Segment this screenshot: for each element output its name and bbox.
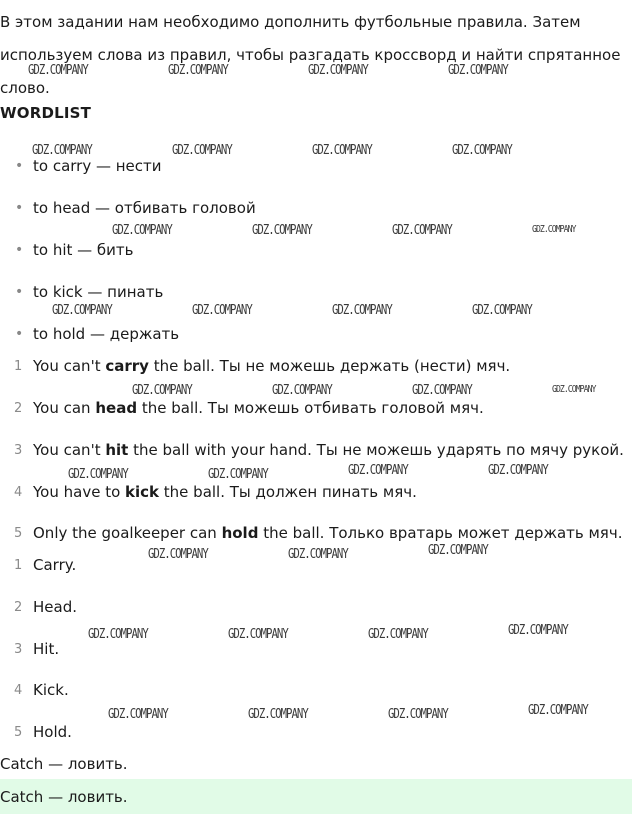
watermark: GDZ.COMPANY bbox=[452, 143, 512, 158]
watermark: GDZ.COMPANY bbox=[32, 143, 92, 158]
rule-keyword: head bbox=[95, 399, 138, 417]
crossword-text: Kick. bbox=[33, 681, 69, 699]
bullet-icon: • bbox=[15, 326, 24, 342]
watermark: GDZ.COMPANY bbox=[288, 547, 348, 562]
answer-text: Catch — ловить. bbox=[0, 788, 128, 806]
watermark: GDZ.COMPANY bbox=[192, 303, 252, 318]
rule-number: 2 bbox=[14, 401, 23, 416]
watermark: GDZ.COMPANY bbox=[172, 143, 232, 158]
bullet-icon: • bbox=[15, 242, 24, 258]
watermark: GDZ.COMPANY bbox=[428, 543, 488, 558]
crossword-text: Carry. bbox=[33, 556, 77, 574]
watermark: GDZ.COMPANY bbox=[148, 547, 208, 562]
bullet-icon: • bbox=[15, 284, 24, 300]
crossword-number: 2 bbox=[14, 600, 23, 615]
crossword-number: 5 bbox=[14, 725, 23, 740]
watermark: GDZ.COMPANY bbox=[208, 467, 268, 482]
watermark: GDZ.COMPANY bbox=[168, 63, 228, 78]
crossword-number: 3 bbox=[14, 642, 23, 657]
rule-number: 5 bbox=[14, 526, 23, 541]
rule-number: 1 bbox=[14, 359, 23, 374]
watermark: GDZ.COMPANY bbox=[448, 63, 508, 78]
crossword-text: Head. bbox=[33, 598, 77, 616]
watermark: GDZ.COMPANY bbox=[368, 627, 428, 642]
bullet-icon: • bbox=[15, 158, 24, 174]
rule-keyword: kick bbox=[125, 483, 160, 501]
watermark: GDZ.COMPANY bbox=[112, 223, 172, 238]
watermark: GDZ.COMPANY bbox=[508, 623, 568, 638]
watermark: GDZ.COMPANY bbox=[312, 143, 372, 158]
rule-number: 3 bbox=[14, 443, 23, 458]
watermark: GDZ.COMPANY bbox=[332, 303, 392, 318]
rule-text: You can't carry the ball. Ты не можешь держать (нести) мяч. bbox=[33, 357, 511, 375]
watermark: GDZ.COMPANY bbox=[388, 707, 448, 722]
crossword-number: 1 bbox=[14, 558, 23, 573]
wordlist-heading: WORDLIST bbox=[0, 104, 92, 122]
rule-text: Only the goalkeeper can hold the ball. Только вратарь может держать мяч. bbox=[33, 524, 623, 542]
watermark: GDZ.COMPANY bbox=[52, 303, 112, 318]
rule-keyword: hold bbox=[221, 524, 259, 542]
crossword-text: Hold. bbox=[33, 723, 72, 741]
watermark: GDZ.COMPANY bbox=[308, 63, 368, 78]
watermark: GDZ.COMPANY bbox=[88, 627, 148, 642]
watermark: GDZ.COMPANY bbox=[108, 707, 168, 722]
answer-box bbox=[0, 779, 632, 814]
watermark: GDZ.COMPANY bbox=[272, 383, 332, 398]
hidden-word: Catch — ловить. bbox=[0, 755, 128, 773]
watermark: GDZ.COMPANY bbox=[488, 463, 548, 478]
wordlist-item-text: to head — отбивать головой bbox=[33, 199, 256, 217]
watermark: GDZ.COMPANY bbox=[552, 384, 596, 395]
watermark: GDZ.COMPANY bbox=[528, 703, 588, 718]
watermark: GDZ.COMPANY bbox=[532, 224, 576, 235]
intro-text: В этом задании нам необходимо дополнить футбольные правила. Затем используем слова из правил, чтобы разгадать кроссворд и найти спрятанное слово. bbox=[0, 13, 621, 97]
bullet-icon: • bbox=[15, 200, 24, 216]
wordlist-item-text: to kick — пинать bbox=[33, 283, 164, 301]
rule-keyword: carry bbox=[105, 357, 149, 375]
rule-keyword: hit bbox=[105, 441, 129, 459]
watermark: GDZ.COMPANY bbox=[132, 383, 192, 398]
rule-text: You can't hit the ball with your hand. Ты не можешь ударять по мячу рукой. bbox=[33, 441, 624, 459]
watermark: GDZ.COMPANY bbox=[28, 63, 88, 78]
rule-text: You can head the ball. Ты можешь отбивать головой мяч. bbox=[33, 399, 484, 417]
watermark: GDZ.COMPANY bbox=[228, 627, 288, 642]
wordlist-item-text: to hold — держать bbox=[33, 325, 180, 343]
crossword-number: 4 bbox=[14, 683, 23, 698]
watermark: GDZ.COMPANY bbox=[252, 223, 312, 238]
watermark: GDZ.COMPANY bbox=[472, 303, 532, 318]
wordlist-item-text: to hit — бить bbox=[33, 241, 134, 259]
watermark: GDZ.COMPANY bbox=[68, 467, 128, 482]
crossword-text: Hit. bbox=[33, 640, 60, 658]
watermark: GDZ.COMPANY bbox=[248, 707, 308, 722]
watermark: GDZ.COMPANY bbox=[392, 223, 452, 238]
wordlist-item-text: to carry — нести bbox=[33, 157, 162, 175]
watermark: GDZ.COMPANY bbox=[412, 383, 472, 398]
rule-number: 4 bbox=[14, 485, 23, 500]
watermark: GDZ.COMPANY bbox=[348, 463, 408, 478]
rule-text: You have to kick the ball. Ты должен пинать мяч. bbox=[33, 483, 417, 501]
